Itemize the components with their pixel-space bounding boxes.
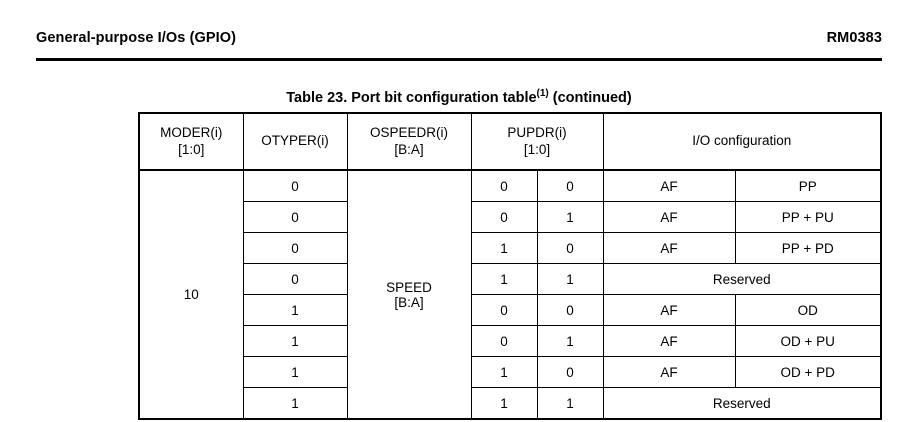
table-row: [139, 388, 881, 420]
cell-pupdr-b: 1: [537, 326, 603, 357]
column-header-moder: [139, 113, 243, 170]
cell-pupdr-a: 1: [471, 388, 537, 420]
cell-pupdr-b: 0: [537, 233, 603, 264]
cell-pupdr-b: 1: [537, 264, 603, 295]
port-bit-configuration-table: [138, 112, 882, 420]
cell-pupdr-b: 1: [537, 388, 603, 420]
cell-pupdr-a: 0: [471, 326, 537, 357]
table-body: [139, 170, 881, 419]
cell-ospeedr-value: [347, 170, 471, 419]
column-header-otyper-line1: OTYPER(i): [261, 133, 329, 149]
cell-io-a: AF: [603, 170, 735, 202]
cell-io-b: PP + PU: [735, 202, 881, 233]
table-row: [139, 295, 881, 326]
table-caption-footnote: (1): [536, 88, 549, 99]
cell-otyper: 0: [243, 170, 347, 202]
cell-io-reserved: Reserved: [603, 388, 881, 420]
cell-io-b: OD + PD: [735, 357, 881, 388]
cell-otyper: 0: [243, 202, 347, 233]
cell-pupdr-a: 0: [471, 170, 537, 202]
column-header-ospeedr: [347, 113, 471, 170]
port-bit-configuration-table-wrapper: [138, 112, 880, 420]
cell-ospeedr-line1: SPEED: [386, 279, 432, 295]
cell-ospeedr-line2: [B:A]: [394, 294, 424, 310]
table-caption: [0, 88, 918, 106]
column-header-pupdr-line1: PUPDR(i): [507, 124, 567, 140]
column-header-otyper: [243, 113, 347, 170]
table-header-row: [139, 113, 881, 170]
table-row: [139, 233, 881, 264]
cell-io-a: AF: [603, 202, 735, 233]
cell-io-b: OD + PU: [735, 326, 881, 357]
column-header-moder-line1: MODER(i): [160, 124, 223, 140]
cell-io-b: PP: [735, 170, 881, 202]
header-document-id: RM0383: [826, 30, 882, 46]
cell-io-a: AF: [603, 233, 735, 264]
table-head: [139, 113, 881, 170]
column-header-pupdr: [471, 113, 603, 170]
column-header-ospeedr-line1: OSPEEDR(i): [369, 124, 448, 140]
cell-pupdr-b: 0: [537, 357, 603, 388]
cell-io-a: AF: [603, 295, 735, 326]
cell-pupdr-a: 1: [471, 233, 537, 264]
cell-pupdr-a: 1: [471, 264, 537, 295]
cell-io-a: AF: [603, 326, 735, 357]
column-header-ospeedr-line2: [B:A]: [394, 141, 424, 157]
cell-io-b: PP + PD: [735, 233, 881, 264]
cell-otyper: 1: [243, 326, 347, 357]
column-header-io-configuration-line1: I/O configuration: [692, 133, 792, 149]
cell-pupdr-b: 0: [537, 170, 603, 202]
table-caption-prefix: Table 23. Port bit configuration table: [286, 89, 537, 106]
header-chapter-title: General-purpose I/Os (GPIO): [36, 30, 237, 46]
cell-otyper: 1: [243, 295, 347, 326]
page-header: [36, 30, 882, 46]
table-row: [139, 326, 881, 357]
cell-pupdr-b: 0: [537, 295, 603, 326]
cell-moder-value: 10: [139, 170, 243, 419]
column-header-pupdr-line2: [1:0]: [523, 141, 551, 157]
column-header-moder-line2: [1:0]: [178, 141, 205, 157]
cell-otyper: 1: [243, 388, 347, 420]
header-divider: [36, 58, 882, 61]
cell-otyper: 0: [243, 233, 347, 264]
cell-io-b: OD: [735, 295, 881, 326]
cell-io-reserved: Reserved: [603, 264, 881, 295]
table-row: [139, 170, 881, 202]
cell-otyper: 0: [243, 264, 347, 295]
cell-pupdr-a: 1: [471, 357, 537, 388]
table-caption-suffix: (continued): [548, 89, 632, 106]
table-row: [139, 264, 881, 295]
table-row: [139, 357, 881, 388]
cell-otyper: 1: [243, 357, 347, 388]
cell-io-a: AF: [603, 357, 735, 388]
cell-pupdr-a: 0: [471, 202, 537, 233]
column-header-io-configuration: [603, 113, 881, 170]
cell-pupdr-b: 1: [537, 202, 603, 233]
table-row: [139, 202, 881, 233]
cell-pupdr-a: 0: [471, 295, 537, 326]
